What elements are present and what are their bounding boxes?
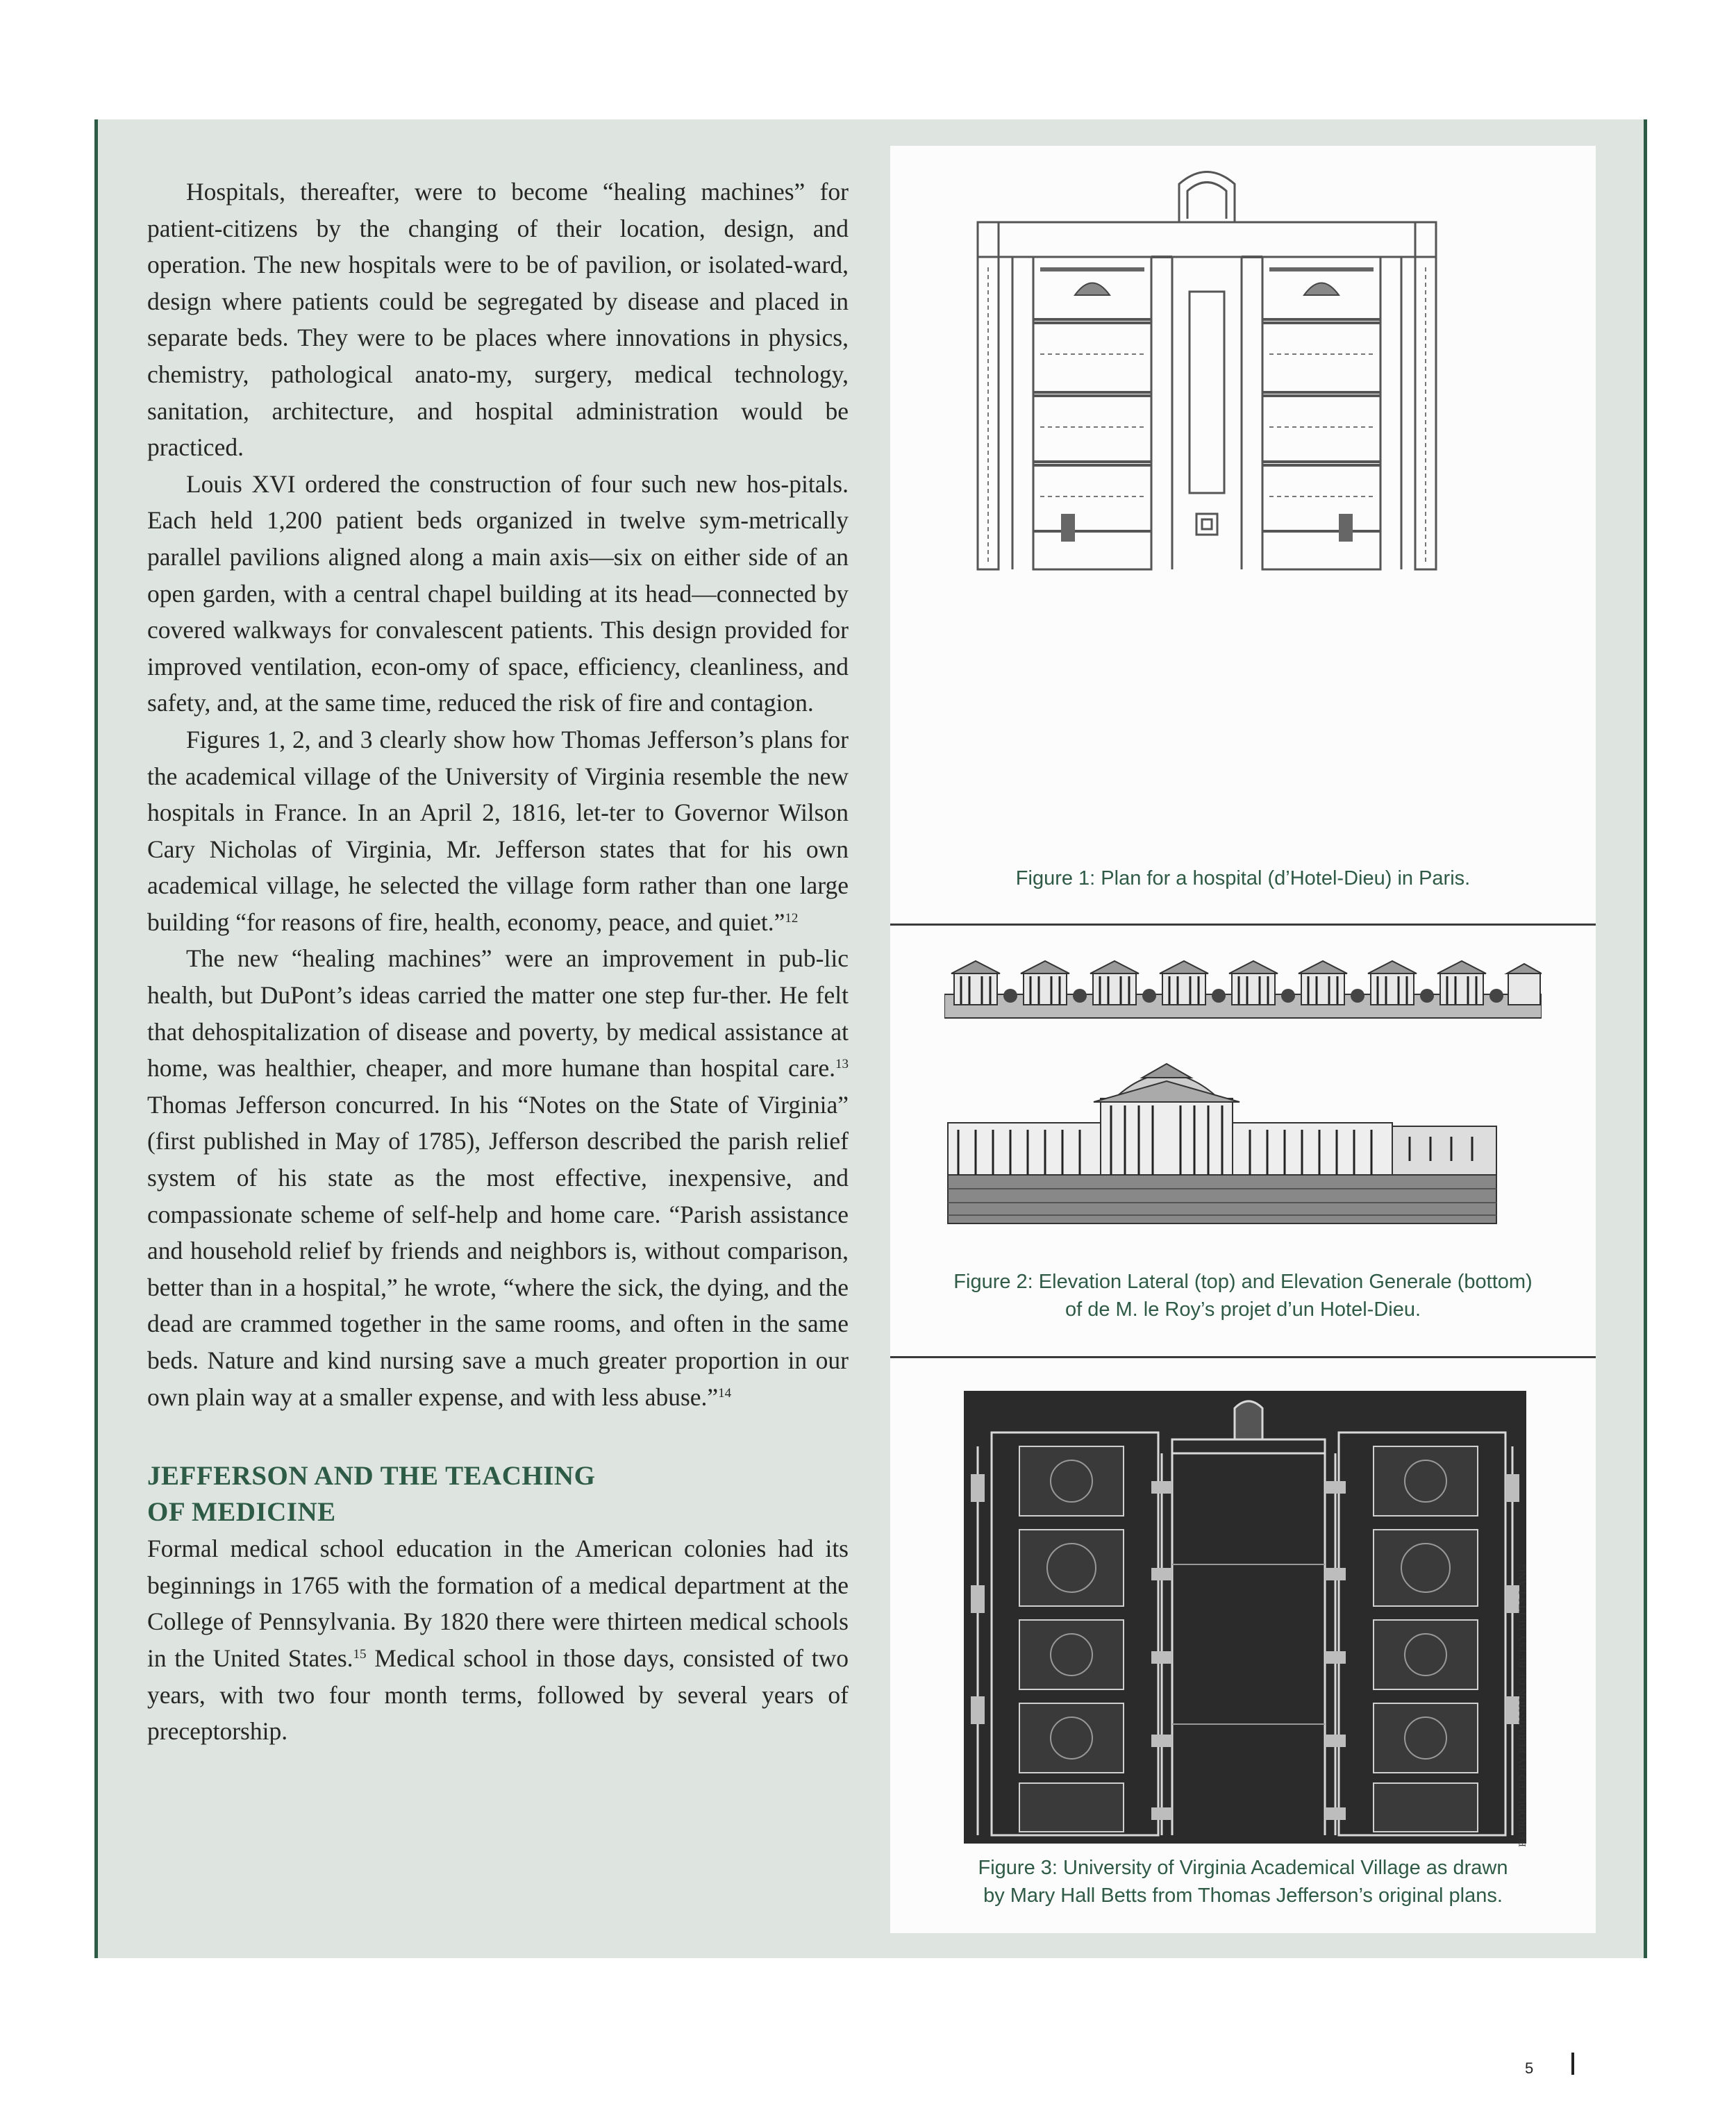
paragraph-3-text: Figures 1, 2, and 3 clearly show how Thomas Jefferson’s plans for the academical village of the University of Virginia resemble the new hospitals in France. In an April 2, 1816, let-ter to Governor Wilson Cary Nicholas of Virginia, Mr. Jefferson states that for his own academical village, he selected the village form rather than one large building “for reasons of fire, health, economy, peace, and quiet.” bbox=[147, 725, 849, 936]
footnote-ref-12: 12 bbox=[785, 910, 799, 926]
paragraph-3 bbox=[147, 721, 849, 941]
figure-3-caption-line-2: by Mary Hall Betts from Thomas Jefferson’s original plans. bbox=[983, 1885, 1503, 1907]
paragraph-1: Hospitals, thereafter, were to become “healing machines” for patient-citizens by the changing of their location, design, and operation. The new hospitals were to be of pavilion, or isolated-ward, design where patients could be segregated by disease and placed in separate beds. They were to be places where innovations in physics, chemistry, pathological anato-my, surgery, medical technology, sanitation, architecture, and hospital administration would be practiced. bbox=[147, 178, 849, 462]
footnote-ref-15: 15 bbox=[353, 1646, 367, 1662]
section-heading-line-2: OF MEDICINE bbox=[147, 1497, 336, 1528]
paragraph-4-text-a: The new “healing machines” were an improvement in pub-lic health, but DuPont’s ideas carried the matter one step fur-ther. He felt that dehospitalization of disease and poverty, by medical assistance at home, was healthier, cheaper, and more humane than hospital care. bbox=[147, 944, 849, 1083]
figure-2-caption-line-1: Figure 2: Elevation Lateral (top) and Elevation Generale (bottom) bbox=[953, 1271, 1533, 1293]
paragraph-4-text-b: Thomas Jefferson concurred. In his “Notes on the State of Virginia” (first published in May of 1785), Jefferson described the parish relief system of his state as the most effective, inexpensive, and compassionate scheme of self-help and home care. “Parish assistance and household relief by friends and neighbors is, without comparison, better than in a hospital,” he wrote, “where the sick, the dying, and the dead are crammed together in the same rooms, and often in the same beds. Nature and kind nursing save a much greater proportion in our own plain way at a smaller expense, and with less abuse.” bbox=[147, 1090, 849, 1411]
article-body bbox=[147, 174, 849, 1750]
paragraph-4 bbox=[147, 940, 849, 1415]
section-heading bbox=[147, 1458, 849, 1530]
page-number: 5 bbox=[1525, 2060, 1534, 2077]
figure-2-elevation-drawing bbox=[944, 953, 1542, 1230]
paragraph-5 bbox=[147, 1530, 849, 1750]
figure-divider-2 bbox=[890, 1356, 1596, 1358]
figure-2-caption-line-2: of de M. le Roy’s projet d’un Hotel-Dieu. bbox=[1065, 1298, 1421, 1321]
left-border-rule bbox=[94, 119, 98, 1958]
figure-3-caption bbox=[890, 1854, 1596, 1910]
paragraph-5-text-b: Medical school in those days, consisted of two years, with two four month terms, followed by several years of preceptorship. bbox=[147, 1644, 849, 1746]
paragraph-2: Louis XVI ordered the construction of four such new hos-pitals. Each held 1,200 patient beds organized in twelve sym-metrically parallel pavilions aligned along a main axis—six on either side of an open garden, with a central chapel building at its head—connected by covered walkways for convalescent patients. This design provided for improved ventilation, econ-omy of space, efficiency, cleanliness, and safety, and, at the same time, reduced the risk of fire and contagion. bbox=[147, 469, 849, 717]
footnote-ref-13: 13 bbox=[835, 1057, 849, 1072]
figure-3-credit: REPRODUCED BY PERMISSION OF BETSY BETTS LANG bbox=[1517, 1564, 1528, 1847]
paragraph-5-text-a: Formal medical school education in the American colonies had its beginnings in 1765 with the formation of a medical department at the College of Pennsylvania. By 1820 there were thirteen medical schools in the United States. bbox=[147, 1535, 849, 1672]
figure-divider-1 bbox=[890, 924, 1596, 926]
page-number-bar bbox=[1571, 2053, 1574, 2075]
figure-3-caption-line-1: Figure 3: University of Virginia Academical Village as drawn bbox=[978, 1857, 1508, 1879]
figure-2-caption bbox=[890, 1268, 1596, 1323]
footnote-ref-14: 14 bbox=[718, 1385, 732, 1401]
figure-1-plan-drawing bbox=[971, 163, 1443, 573]
figure-3-plan-drawing bbox=[964, 1391, 1526, 1844]
section-heading-line-1: JEFFERSON AND THE TEACHING bbox=[147, 1461, 596, 1492]
figure-1-caption: Figure 1: Plan for a hospital (d’Hotel-Dieu) in Paris. bbox=[1015, 867, 1471, 889]
right-border-rule bbox=[1644, 119, 1647, 1958]
